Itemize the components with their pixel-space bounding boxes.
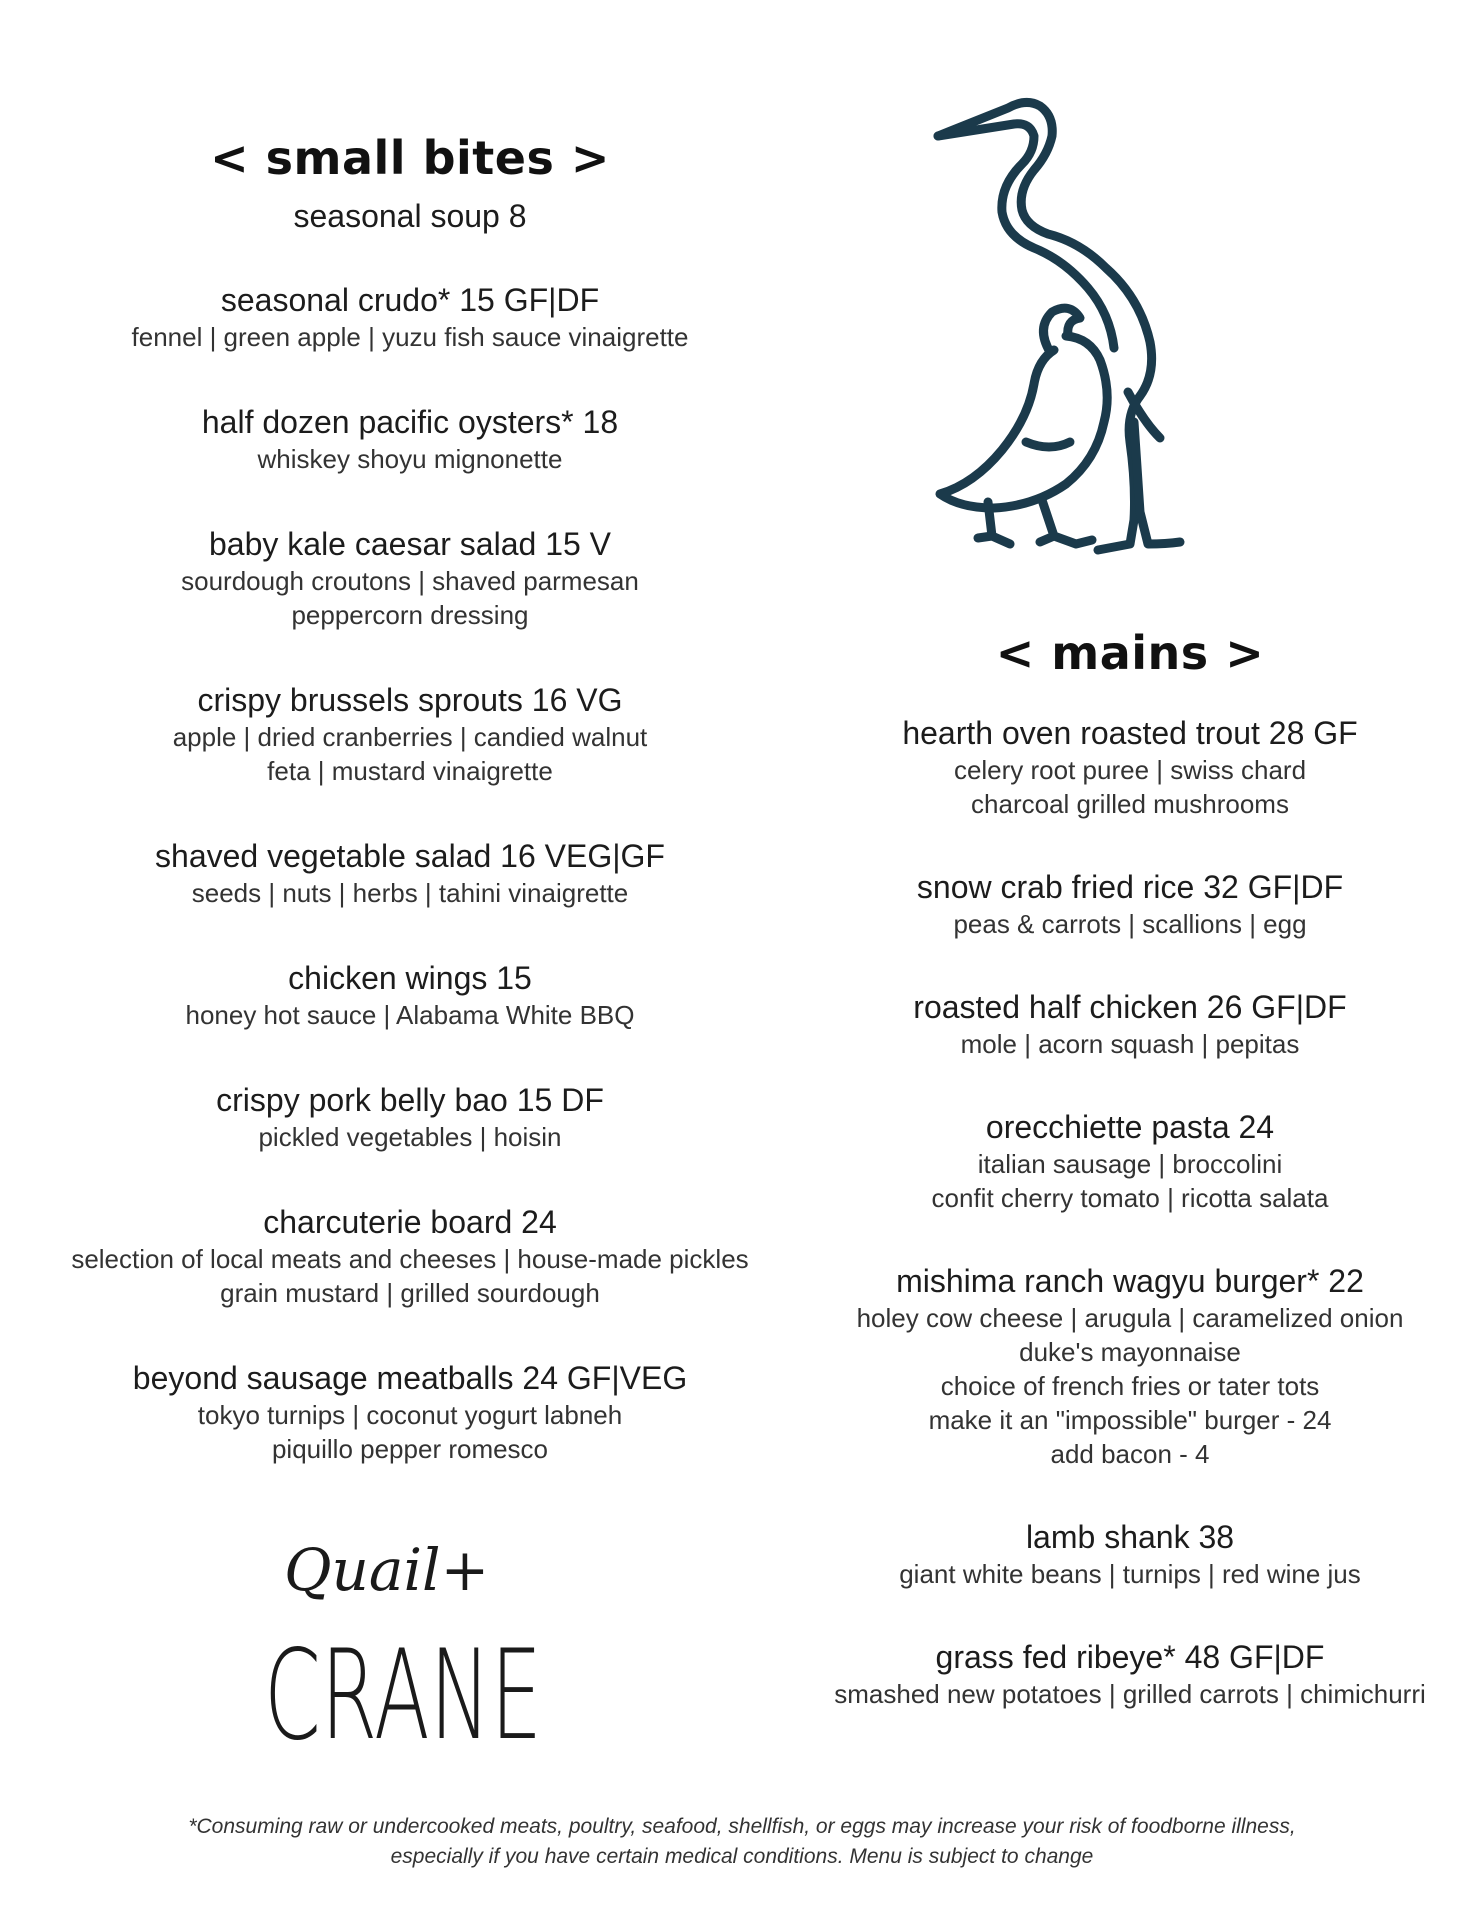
menu-item bbox=[790, 987, 1470, 1061]
disclaimer-line: *Consuming raw or undercooked meats, poultry, seafood, shellfish, or eggs may increase your risk of foodborne illness, bbox=[188, 1815, 1296, 1838]
menu-item-description: peas & carrots | scallions | egg bbox=[953, 909, 1307, 939]
menu-item bbox=[790, 1261, 1470, 1471]
menu-item-description: italian sausage | broccolini bbox=[977, 1149, 1283, 1179]
menu-item-description: feta | mustard vinaigrette bbox=[267, 756, 553, 786]
menu-item bbox=[790, 713, 1470, 821]
menu-item-name: shaved vegetable salad 16 VEG|GF bbox=[155, 838, 665, 874]
menu-item bbox=[40, 1358, 780, 1466]
menu-item-description: choice of french fries or tater tots bbox=[940, 1371, 1320, 1401]
menu-item-description: confit cherry tomato | ricotta salata bbox=[931, 1183, 1329, 1213]
health-disclaimer bbox=[0, 1812, 1484, 1872]
menu-item-description: giant white beans | turnips | red wine jus bbox=[899, 1559, 1361, 1589]
menu-item-description: honey hot sauce | Alabama White BBQ bbox=[185, 1000, 635, 1030]
menu-item-name: crispy brussels sprouts 16 VG bbox=[197, 682, 623, 718]
menu-item-name: baby kale caesar salad 15 V bbox=[208, 526, 612, 562]
menu-item-description: holey cow cheese | arugula | caramelized onion bbox=[856, 1303, 1404, 1333]
menu-item-name: seasonal soup 8 bbox=[293, 198, 527, 234]
menu-item-name: grass fed ribeye* 48 GF|DF bbox=[935, 1639, 1325, 1675]
menu-item bbox=[40, 1202, 780, 1310]
menu-item-description: grain mustard | grilled sourdough bbox=[220, 1278, 600, 1308]
menu-item bbox=[790, 867, 1470, 941]
menu-item bbox=[40, 196, 780, 236]
menu-item-description: make it an "impossible" burger - 24 bbox=[928, 1405, 1332, 1435]
menu-item-description: whiskey shoyu mignonette bbox=[257, 444, 563, 474]
menu-item bbox=[40, 680, 780, 788]
menu-item-description: seeds | nuts | herbs | tahini vinaigrette bbox=[191, 878, 629, 908]
menu-item-name: charcuterie board 24 bbox=[263, 1204, 557, 1240]
menu-item-description: tokyo turnips | coconut yogurt labneh bbox=[197, 1400, 623, 1430]
menu-item bbox=[790, 1637, 1470, 1711]
menu-item bbox=[790, 1517, 1470, 1591]
menu-item-name: seasonal crudo* 15 GF|DF bbox=[220, 282, 600, 318]
menu-item-name: lamb shank 38 bbox=[1025, 1519, 1235, 1555]
quail-crane-logo bbox=[262, 1528, 562, 1768]
menu-item-name: snow crab fried rice 32 GF|DF bbox=[916, 869, 1344, 905]
menu-item-name: hearth oven roasted trout 28 GF bbox=[902, 715, 1358, 751]
menu-item-description: peppercorn dressing bbox=[291, 600, 529, 630]
menu-item-description: duke's mayonnaise bbox=[1019, 1337, 1241, 1367]
mains-list bbox=[790, 713, 1470, 1757]
small-bites-list bbox=[40, 196, 780, 1514]
menu-item bbox=[40, 836, 780, 910]
mains-heading: < mains > bbox=[995, 626, 1265, 680]
menu-item bbox=[40, 280, 780, 354]
menu-item-name: chicken wings 15 bbox=[288, 960, 532, 996]
menu-item-description: add bacon - 4 bbox=[1050, 1439, 1210, 1469]
menu-item-description: sourdough croutons | shaved parmesan bbox=[181, 566, 639, 596]
disclaimer-line: especially if you have certain medical conditions. Menu is subject to change bbox=[390, 1845, 1094, 1868]
menu-item bbox=[40, 402, 780, 476]
menu-item-name: half dozen pacific oysters* 18 bbox=[201, 404, 619, 440]
menu-item-description: fennel | green apple | yuzu fish sauce vinaigrette bbox=[131, 322, 689, 352]
heron-and-quail-icon bbox=[930, 92, 1290, 592]
menu-item-description: piquillo pepper romesco bbox=[271, 1434, 549, 1464]
menu-item-description: selection of local meats and cheeses | house-made pickles bbox=[71, 1244, 749, 1274]
menu-item-description: charcoal grilled mushrooms bbox=[971, 789, 1289, 819]
menu-item-description: apple | dried cranberries | candied walnut bbox=[172, 722, 648, 752]
menu-item-name: orecchiette pasta 24 bbox=[985, 1109, 1275, 1145]
menu-item-description: celery root puree | swiss chard bbox=[953, 755, 1307, 785]
logo-block-text: CRANE bbox=[264, 1623, 542, 1768]
menu-item-description: pickled vegetables | hoisin bbox=[258, 1122, 562, 1152]
menu-item bbox=[40, 958, 780, 1032]
menu-item-name: beyond sausage meatballs 24 GF|VEG bbox=[132, 1360, 688, 1396]
menu-item-name: crispy pork belly bao 15 DF bbox=[216, 1082, 604, 1118]
menu-item-name: roasted half chicken 26 GF|DF bbox=[913, 989, 1347, 1025]
menu-item bbox=[40, 524, 780, 632]
small-bites-heading: < small bites > bbox=[210, 131, 610, 185]
menu-item-description: mole | acorn squash | pepitas bbox=[960, 1029, 1300, 1059]
menu-item-description: smashed new potatoes | grilled carrots | chimichurri bbox=[834, 1679, 1426, 1709]
menu-item-name: mishima ranch wagyu burger* 22 bbox=[896, 1263, 1364, 1299]
menu-item bbox=[790, 1107, 1470, 1215]
menu-item bbox=[40, 1080, 780, 1154]
logo-script-text: Quail+ bbox=[284, 1536, 490, 1604]
